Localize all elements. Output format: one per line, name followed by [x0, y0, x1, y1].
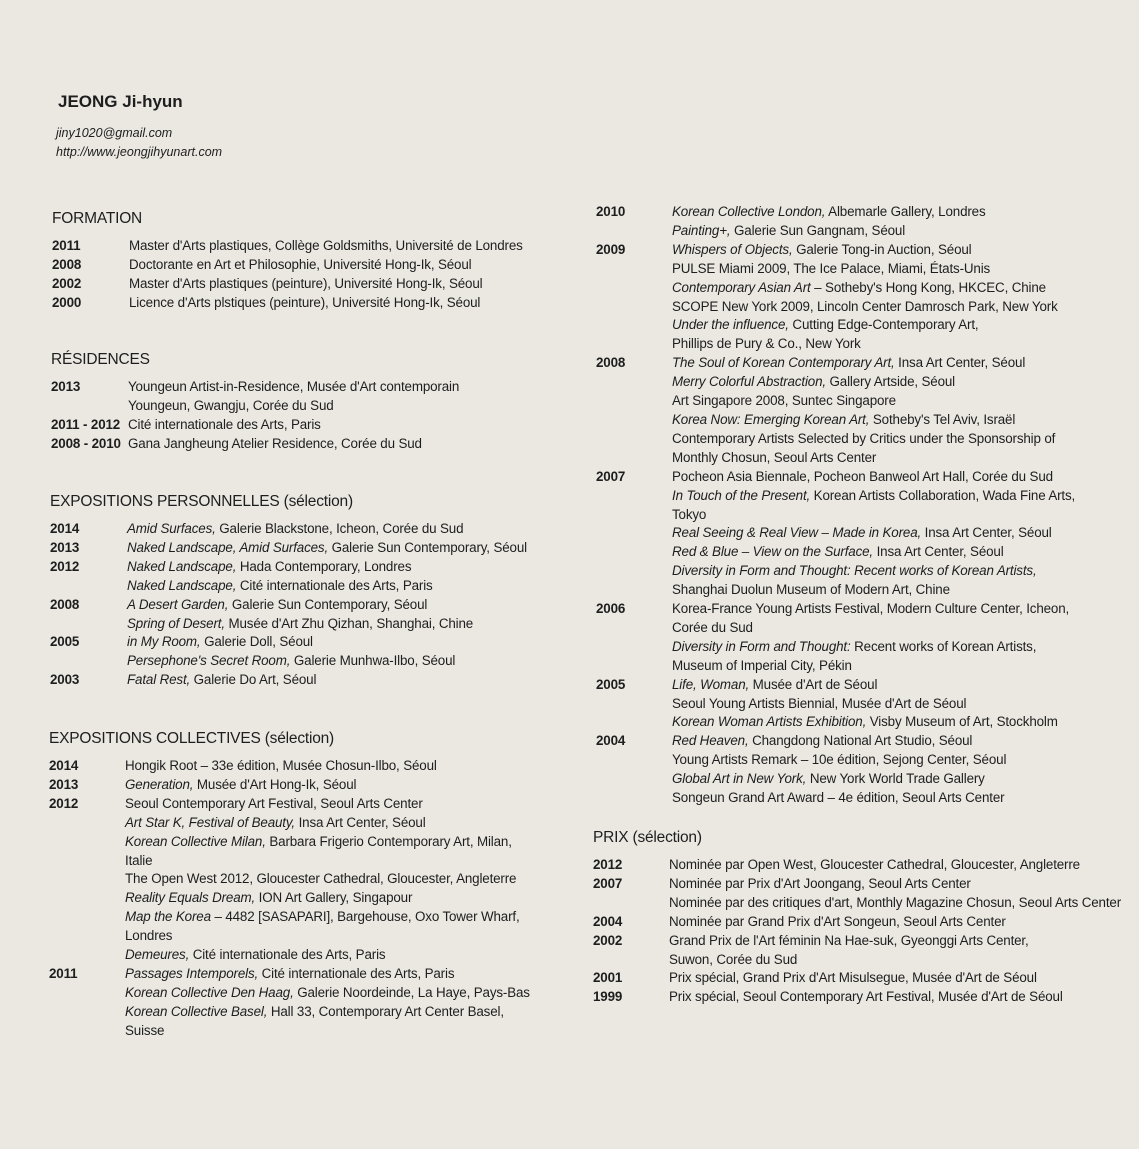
entry-row — [593, 913, 1121, 932]
work-title: Naked Landscape, Amid Surfaces, — [127, 539, 329, 555]
entry-line — [125, 1003, 530, 1022]
work-title: Korean Collective Den Haag, — [125, 984, 294, 1000]
entry-year: 2014 — [50, 521, 80, 536]
entry-line — [672, 260, 1058, 279]
entry-text — [128, 416, 321, 435]
entry-line — [672, 600, 1069, 619]
entry-row — [596, 354, 1075, 467]
entry-text — [129, 275, 482, 294]
entry-line — [125, 946, 520, 965]
entry-detail: Galerie Doll, Séoul — [200, 634, 313, 650]
work-title: A Desert Garden, — [127, 596, 229, 612]
entry-detail: Musée d'Art Zhu Qizhan, Shanghai, Chine — [224, 615, 474, 631]
entry-detail: Insa Art Center, Séoul — [894, 355, 1026, 371]
entry-line — [672, 316, 1058, 335]
entry-row — [50, 596, 527, 634]
work-title: Painting+, — [672, 222, 731, 238]
entry-detail: Galerie Tong-in Auction, Séoul — [792, 241, 972, 257]
entry-row — [49, 965, 530, 1041]
entry-detail: – 4482 [SASAPARI], Bargehouse, Oxo Tower Wharf, — [210, 909, 520, 925]
entry-detail: Master d'Arts plastiques (peinture), Université Hong-Ik, Séoul — [129, 275, 483, 291]
entry-row — [50, 633, 527, 671]
entry-text — [669, 969, 1037, 988]
entry-line — [129, 237, 523, 256]
section-residences — [51, 350, 459, 454]
entry-year: 2008 — [50, 596, 80, 612]
entry-year: 2013 — [49, 776, 79, 792]
entry-detail: Young Artists Remark – 10e édition, Sejong Center, Séoul — [672, 752, 1007, 768]
entry-line — [672, 619, 1069, 638]
entry-line — [125, 776, 356, 795]
entry-line — [672, 562, 1075, 581]
entry-detail: Tokyo — [672, 506, 707, 522]
entry-year: 2001 — [593, 970, 623, 986]
entry-line — [672, 354, 1055, 373]
entry-row — [50, 520, 527, 539]
entries-list — [49, 757, 530, 1041]
entry-year: 2008 - 2010 — [51, 435, 121, 451]
entry-row — [50, 671, 527, 690]
entry-year: 1999 — [593, 989, 623, 1005]
entry-line — [672, 241, 1058, 260]
entry-detail: Gallery Artside, Séoul — [825, 374, 955, 390]
entry-detail: Nominée par Prix d'Art Joongang, Seoul Arts Center — [669, 875, 971, 891]
work-title: Map the Korea — [125, 909, 211, 925]
entry-line — [125, 984, 530, 1003]
entry-year: 2012 — [593, 857, 623, 872]
entry-detail: The Open West 2012, Gloucester Cathedral, Gloucester, Angleterre — [125, 871, 517, 887]
entry-detail: Pocheon Asia Biennale, Pocheon Banweol Art Hall, Corée du Sud — [672, 468, 1053, 484]
entry-detail: Galerie Munhwa-Ilbo, Séoul — [290, 653, 456, 669]
work-title: Whispers of Objects, — [672, 241, 793, 257]
entry-detail: Prix spécial, Grand Prix d'Art Misulsegue, Musée d'Art de Séoul — [669, 970, 1037, 986]
entry-text — [127, 596, 473, 634]
website-text: http://www.jeongjihyunart.com — [56, 145, 223, 159]
work-title: Fatal Rest, — [127, 672, 191, 688]
entry-detail: Changdong National Art Studio, Séoul — [748, 733, 973, 749]
entry-year: 2012 — [50, 558, 80, 574]
entry-text — [672, 241, 1058, 354]
entry-line — [127, 596, 473, 615]
entry-detail: Insa Art Center, Séoul — [295, 814, 426, 830]
entry-line — [127, 633, 455, 652]
entry-detail: Insa Art Center, Séoul — [873, 544, 1004, 560]
work-title: Persephone's Secret Room, — [127, 653, 291, 669]
entries-list — [593, 856, 1121, 1007]
entry-row — [52, 256, 523, 275]
entry-row — [593, 969, 1121, 988]
entry-detail: Galerie Sun Gangnam, Séoul — [730, 222, 906, 238]
work-title: In Touch of the Present, — [672, 487, 811, 503]
entry-line — [672, 789, 1006, 808]
section-heading — [51, 350, 459, 378]
entry-line — [672, 638, 1069, 657]
entry-detail: Cité internationale des Arts, Paris — [189, 947, 386, 963]
entry-detail: – Sotheby's Hong Kong, HKCEC, Chine — [810, 279, 1046, 295]
work-title: Diversity in Form and Thought: Recent works of Korean Artists, — [672, 563, 1037, 579]
entry-year: 2008 — [52, 256, 82, 272]
entry-row — [596, 203, 1075, 241]
section-heading — [49, 729, 530, 757]
entry-year: 2002 — [593, 932, 623, 948]
entry-detail: Master d'Arts plastiques, Collège Goldsmiths, Université de Londres — [129, 238, 523, 253]
entry-line — [129, 256, 471, 275]
entry-line — [125, 870, 520, 889]
entries-list — [50, 520, 527, 690]
entry-line — [672, 392, 1055, 411]
work-title: Diversity in Form and Thought: — [672, 638, 851, 654]
entry-year: 2004 — [596, 733, 626, 749]
entry-row — [49, 795, 530, 965]
entry-line — [672, 751, 1006, 770]
entries-list — [52, 237, 523, 313]
entry-row — [593, 875, 1121, 913]
entry-text — [129, 256, 471, 275]
entry-text — [125, 965, 530, 1041]
entry-detail: Galerie Sun Contemporary, Séoul — [328, 539, 527, 555]
entry-line — [672, 222, 986, 241]
entry-text — [129, 237, 523, 256]
entry-detail: Seoul Contemporary Art Festival, Seoul Arts Center — [125, 795, 423, 811]
entry-line — [672, 695, 1058, 714]
entry-line — [127, 558, 433, 577]
work-title: Global Art in New York, — [672, 771, 807, 787]
entry-line — [669, 969, 1037, 988]
entry-text — [672, 732, 1006, 808]
entry-line — [127, 520, 463, 539]
entry-text — [127, 558, 433, 596]
entry-detail: ION Art Gallery, Singapour — [255, 890, 413, 906]
entry-line — [127, 539, 527, 558]
entry-detail: Youngeun, Gwangju, Corée du Sud — [128, 397, 334, 413]
entry-row — [51, 416, 459, 435]
entry-detail: Suwon, Corée du Sud — [669, 951, 798, 967]
entry-detail: Hall 33, Contemporary Art Center Basel, — [267, 1003, 504, 1019]
entry-detail: Nominée par Open West, Gloucester Cathedral, Gloucester, Angleterre — [669, 857, 1080, 872]
entry-year: 2002 — [52, 275, 82, 291]
entry-year: 2005 — [596, 676, 626, 692]
heading-title: EXPOSITIONS PERSONNELLES — [50, 493, 280, 510]
entry-text — [125, 795, 520, 965]
entry-detail: Galerie Blackstone, Icheon, Corée du Sud — [215, 521, 464, 536]
entry-line — [128, 435, 422, 454]
entry-text — [669, 875, 1121, 913]
work-title: Spring of Desert, — [127, 615, 225, 631]
entry-year: 2006 — [596, 601, 626, 617]
entry-line — [672, 449, 1055, 468]
entry-line — [672, 770, 1006, 789]
entry-line — [672, 506, 1075, 525]
entry-detail: Galerie Do Art, Séoul — [190, 672, 317, 688]
entry-detail: Licence d'Arts plstiques (peinture), Université Hong-Ik, Séoul — [129, 294, 481, 310]
entry-detail: Monthly Chosun, Seoul Arts Center — [672, 449, 877, 465]
entry-line — [127, 652, 455, 671]
heading-subtitle: (sélection) — [264, 730, 335, 747]
entry-detail: Museum of Imperial City, Pékin — [672, 657, 852, 673]
heading-subtitle: (sélection) — [283, 493, 353, 510]
entry-detail: Phillips de Pury & Co., New York — [672, 336, 861, 352]
entry-year: 2007 — [596, 468, 626, 484]
entry-line — [127, 671, 316, 690]
heading-title: EXPOSITIONS COLLECTIVES — [49, 730, 261, 747]
entry-text — [669, 932, 1029, 970]
entry-detail: Cité internationale des Arts, Paris — [128, 416, 321, 432]
entry-line — [127, 615, 473, 634]
entry-row — [596, 732, 1075, 808]
entry-line — [672, 468, 1075, 487]
entry-row — [52, 294, 523, 313]
entry-detail: Musée d'Art de Séoul — [749, 676, 878, 692]
entry-line — [672, 298, 1058, 317]
entry-line — [127, 577, 433, 596]
work-title: Red & Blue – View on the Surface, — [672, 544, 873, 560]
entry-text — [127, 520, 463, 539]
entry-year: 2012 — [49, 795, 79, 811]
entry-detail: SCOPE New York 2009, Lincoln Center Damrosch Park, New York — [672, 298, 1058, 314]
entry-text — [127, 671, 316, 690]
entry-detail: Songeun Grand Art Award – 4e édition, Seoul Arts Center — [672, 790, 1005, 806]
entry-line — [672, 657, 1069, 676]
entry-line — [672, 713, 1058, 732]
entry-text — [672, 203, 986, 241]
work-title: Korean Collective Basel, — [125, 1003, 268, 1019]
entry-year: 2014 — [49, 758, 79, 773]
entry-detail: Korea-France Young Artists Festival, Modern Culture Center, Icheon, — [672, 601, 1070, 617]
entry-detail: Grand Prix de l'Art féminin Na Hae-suk, Gyeonggi Arts Center, — [669, 932, 1029, 948]
work-title: Korea Now: Emerging Korean Art, — [672, 411, 870, 427]
entry-year: 2003 — [50, 672, 80, 688]
work-title: Naked Landscape, — [127, 558, 237, 574]
email-text: jiny1020@gmail.com — [56, 126, 173, 140]
entry-detail: Barbara Frigerio Contemporary Art, Milan, — [265, 833, 512, 849]
entry-row — [596, 676, 1075, 733]
section-formation — [52, 209, 523, 313]
entry-row — [52, 275, 523, 294]
entry-detail: Corée du Sud — [672, 619, 753, 635]
entry-detail: Shanghai Duolun Museum of Modern Art, Chine — [672, 582, 950, 598]
entry-detail: Cité internationale des Arts, Paris — [258, 965, 455, 981]
entry-year: 2007 — [593, 875, 623, 891]
entry-line — [125, 908, 520, 927]
entry-text — [128, 378, 459, 416]
entry-line — [672, 279, 1058, 298]
entry-year: 2013 — [50, 539, 80, 555]
entry-detail: Londres — [125, 928, 173, 944]
entry-row — [593, 932, 1121, 970]
entry-detail: Italie — [125, 852, 153, 868]
contact-block — [56, 124, 222, 162]
entry-text — [128, 435, 422, 454]
heading-title: PRIX — [593, 829, 629, 846]
entry-line — [125, 814, 520, 833]
entry-year: 2013 — [51, 379, 81, 394]
artist-name: JEONG Ji-hyun — [58, 92, 183, 111]
entry-year: 2004 — [593, 913, 623, 929]
entry-line — [669, 875, 1121, 894]
entry-line — [672, 373, 1055, 392]
entry-line — [672, 581, 1075, 600]
work-title: Demeures, — [125, 947, 190, 963]
work-title: Real Seeing & Real View – Made in Korea, — [672, 525, 922, 541]
entry-detail: Musée d'Art Hong-Ik, Séoul — [193, 776, 357, 792]
entry-line — [672, 411, 1055, 430]
entry-detail: Youngeun Artist-in-Residence, Musée d'Art contemporain — [128, 379, 460, 394]
entries-list — [51, 378, 459, 454]
entry-line — [125, 757, 437, 776]
entry-text — [125, 757, 437, 776]
entry-detail: Art Singapore 2008, Suntec Singapore — [672, 393, 896, 409]
entries-list — [596, 203, 1075, 808]
entry-row — [49, 776, 530, 795]
entry-detail: Nominée par Grand Prix d'Art Songeun, Seoul Arts Center — [669, 913, 1006, 929]
entry-year: 2011 — [49, 965, 78, 981]
entry-detail: Doctorante en Art et Philosophie, Université Hong-Ik, Séoul — [129, 256, 472, 272]
entry-detail: Insa Art Center, Séoul — [921, 525, 1052, 541]
section-heading — [593, 828, 1121, 856]
entry-detail: Gana Jangheung Atelier Residence, Corée du Sud — [128, 435, 422, 451]
entry-detail: Seoul Young Artists Biennial, Musée d'Art de Séoul — [672, 695, 967, 711]
entry-row — [50, 558, 527, 596]
entry-year: 2009 — [596, 241, 626, 257]
entry-line — [669, 913, 1006, 932]
heading-title: FORMATION — [52, 210, 143, 227]
entry-text — [129, 294, 480, 313]
entry-line — [672, 524, 1075, 543]
entry-line — [669, 988, 1063, 1007]
section-heading — [52, 209, 523, 237]
work-title: Life, Woman, — [672, 676, 750, 692]
entry-year: 2008 — [596, 355, 626, 371]
work-title: Contemporary Asian Art — [672, 279, 811, 295]
entry-line — [128, 378, 459, 397]
entry-text — [672, 676, 1058, 733]
section-expo-coll — [49, 729, 530, 1041]
entry-line — [128, 416, 321, 435]
entry-line — [125, 965, 530, 984]
entry-row — [50, 539, 527, 558]
entry-line — [672, 543, 1075, 562]
entry-line — [669, 932, 1029, 951]
entry-line — [672, 732, 1006, 751]
entry-detail: Cité internationale des Arts, Paris — [236, 577, 433, 593]
entry-row — [51, 378, 459, 416]
entry-line — [672, 487, 1075, 506]
work-title: Naked Landscape, — [127, 577, 237, 593]
entry-row — [593, 856, 1121, 875]
section-heading — [50, 492, 527, 520]
entry-line — [125, 927, 520, 946]
entry-line — [128, 397, 459, 416]
entry-year: 2000 — [52, 294, 82, 310]
entry-detail: New York World Trade Gallery — [806, 771, 985, 787]
work-title: The Soul of Korean Contemporary Art, — [672, 355, 895, 371]
entry-detail: Hada Contemporary, Londres — [236, 558, 412, 574]
entry-detail: Cutting Edge-Contemporary Art, — [788, 317, 979, 333]
entry-line — [125, 889, 520, 908]
work-title: Red Heaven, — [672, 733, 749, 749]
entry-detail: Recent works of Korean Artists, — [850, 638, 1037, 654]
work-title: Reality Equals Dream, — [125, 890, 256, 906]
entry-row — [49, 757, 530, 776]
entry-row — [596, 241, 1075, 354]
work-title: Korean Collective London, — [672, 204, 826, 219]
entry-text — [125, 776, 356, 795]
entry-text — [669, 988, 1063, 1007]
entry-line — [669, 856, 1080, 875]
work-title: Under the influence, — [672, 317, 789, 333]
entry-text — [672, 354, 1055, 467]
entry-detail: Albemarle Gallery, Londres — [825, 204, 986, 219]
work-title: Amid Surfaces, — [127, 521, 216, 536]
entry-line — [125, 852, 520, 871]
entry-detail: Galerie Noordeinde, La Haye, Pays-Bas — [293, 984, 530, 1000]
heading-subtitle: (sélection) — [632, 829, 702, 846]
heading-title: RÉSIDENCES — [51, 351, 150, 368]
work-title: Korean Woman Artists Exhibition, — [672, 714, 867, 730]
entry-line — [125, 1022, 530, 1041]
entry-detail: Visby Museum of Art, Stockholm — [866, 714, 1058, 730]
work-title: Generation, — [125, 776, 194, 792]
entry-detail: Prix spécial, Seoul Contemporary Art Festival, Musée d'Art de Séoul — [669, 989, 1063, 1005]
entry-text — [672, 600, 1069, 676]
entry-row — [596, 600, 1075, 676]
section-expo-coll-continued — [596, 203, 1075, 808]
entry-text — [669, 856, 1080, 875]
entry-year: 2011 — [52, 238, 81, 253]
section-prix — [593, 828, 1121, 1007]
section-expo-perso — [50, 492, 527, 690]
entry-year: 2011 - 2012 — [51, 416, 121, 432]
entry-line — [672, 676, 1058, 695]
entry-text — [127, 633, 455, 671]
work-title: Passages Intemporels, — [125, 965, 259, 981]
entry-detail: Galerie Sun Contemporary, Séoul — [228, 596, 428, 612]
work-title: Korean Collective Milan, — [125, 833, 266, 849]
entry-row — [596, 468, 1075, 600]
entry-row — [593, 988, 1121, 1007]
entry-line — [669, 894, 1121, 913]
entry-detail: Sotheby's Tel Aviv, Israël — [869, 411, 1016, 427]
entry-line — [129, 294, 480, 313]
entry-text — [672, 468, 1075, 600]
entry-detail: Nominée par des critiques d'art, Monthly Magazine Chosun, Seoul Arts Center — [669, 894, 1122, 910]
entry-year: 2010 — [596, 204, 626, 219]
entry-detail: PULSE Miami 2009, The Ice Palace, Miami, États-Unis — [672, 260, 991, 276]
entry-text — [127, 539, 527, 558]
entry-row — [51, 435, 459, 454]
work-title: in My Room, — [127, 634, 201, 650]
entry-line — [672, 335, 1058, 354]
work-title: Art Star K, Festival of Beauty, — [125, 814, 295, 830]
entry-line — [669, 951, 1029, 970]
entry-year: 2005 — [50, 634, 80, 650]
entry-line — [672, 203, 986, 222]
entry-detail: Hongik Root – 33e édition, Musée Chosun-Ilbo, Séoul — [125, 758, 437, 773]
entry-text — [669, 913, 1006, 932]
entry-line — [672, 430, 1055, 449]
entry-row — [52, 237, 523, 256]
entry-line — [125, 795, 520, 814]
work-title: Merry Colorful Abstraction, — [672, 374, 826, 390]
entry-detail: Suisse — [125, 1022, 165, 1038]
entry-line — [129, 275, 482, 294]
entry-detail: Korean Artists Collaboration, Wada Fine Arts, — [810, 487, 1076, 503]
entry-line — [125, 833, 520, 852]
entry-detail: Contemporary Artists Selected by Critics under the Sponsorship of — [672, 430, 1056, 446]
